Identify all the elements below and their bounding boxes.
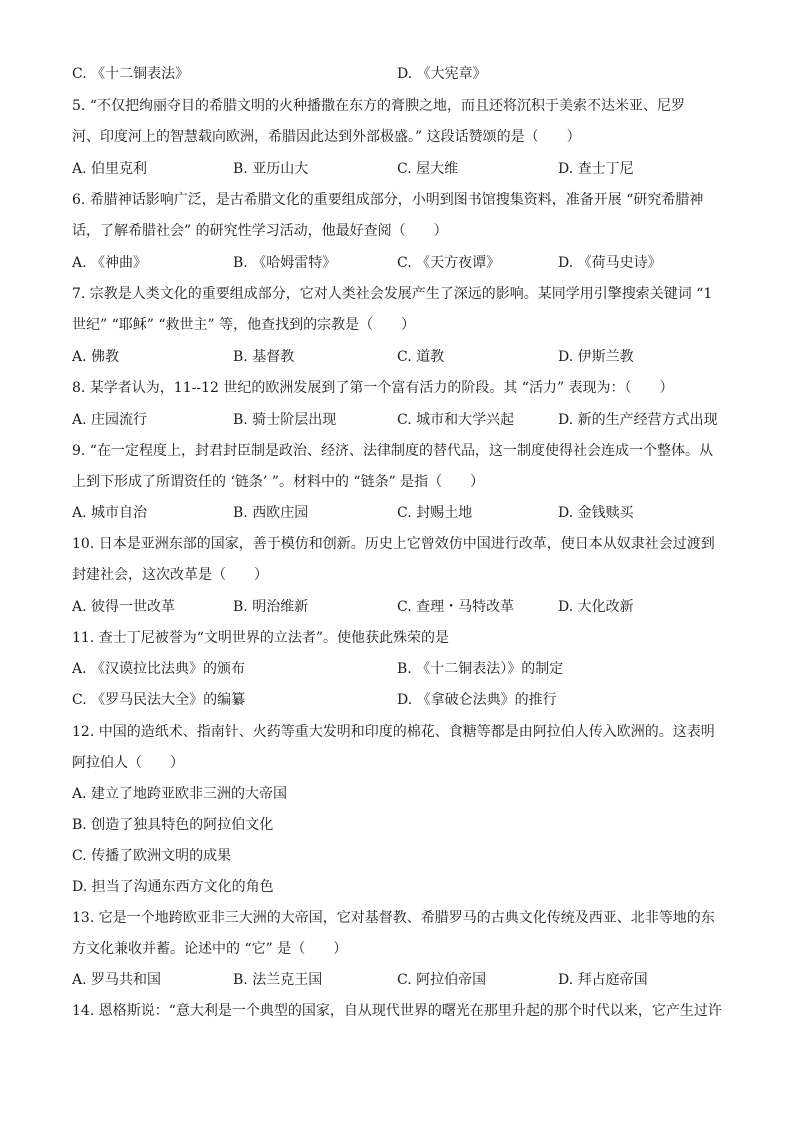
q5-option-d[interactable]: D. 查士丁尼 [558,161,634,177]
q12-option-d[interactable]: D. 担当了沟通东西方文化的角色 [72,879,274,895]
q9-stem-line1: 9. “在一定程度上，封君封臣制是政治、经济、法律制度的替代品，这一制度使得社会连成一个整体。从 [72,443,713,459]
q5-option-a[interactable]: A. 伯里克利 [72,161,148,177]
q14-stem-line1: 14. 恩格斯说：“意大利是一个典型的国家，自从现代世界的曙光在那里升起的那个时代以来，它产生过许 [72,1003,722,1019]
q12-stem-line2: 阿拉伯人（ ） [72,755,184,771]
q13-option-c[interactable]: C. 阿拉伯帝国 [397,972,487,988]
q10-option-c[interactable]: C. 查理・马特改革 [397,599,515,615]
q6-option-b[interactable]: B. 《哈姆雷特》 [233,255,337,271]
q10-options [72,597,724,617]
q13-option-d[interactable]: D. 拜占庭帝国 [558,972,648,988]
q10-option-d[interactable]: D. 大化改新 [558,599,634,615]
q7-stem-line1: 7. 宗教是人类文化的重要组成部分，它对人类社会发展产生了深远的影响。某同学用引擎搜索关键词 “1 [72,286,713,302]
q10-option-a[interactable]: A. 彼得一世改革 [72,599,176,615]
q10-option-b[interactable]: B. 明治维新 [233,599,309,615]
q11-option-a[interactable]: A. 《汉谟拉比法典》的颁布 [72,661,246,677]
q12-stem-line1: 12. 中国的造纸术、指南针、火药等重大发明和印度的棉花、食糖等都是由阿拉伯人传入欧洲的。这表明 [72,724,715,740]
q11-option-d[interactable]: D. 《拿破仑法典》的推行 [397,692,557,708]
q8-option-a[interactable]: A. 庄园流行 [72,412,148,428]
q11-options-row1 [72,659,724,679]
q13-options [72,970,724,990]
q6-option-d[interactable]: D. 《荷马史诗》 [558,255,662,271]
q9-stem-line2: 上到下形成了所谓资任的 ‘链条’ ”。材料中的 “链条” 是指（ ） [72,474,485,490]
q7-option-d[interactable]: D. 伊斯兰教 [558,349,634,365]
q5-stem-line1: 5. “不仅把绚丽夺目的希腊文明的火种播撒在东方的膏腴之地，而且还将沉积于美索不达米亚、尼罗 [72,98,685,114]
q9-option-a[interactable]: A. 城市自治 [72,505,148,521]
q6-option-a[interactable]: A. 《神曲》 [72,255,148,271]
q11-option-c[interactable]: C. 《罗马民法大全》的编纂 [72,692,246,708]
q7-stem-line2: 世纪” “耶稣” “救世主” 等，他查找到的宗教是（ ） [72,317,416,333]
q7-option-a[interactable]: A. 佛教 [72,349,120,365]
q11-option-b[interactable]: B. 《十二铜表法）》的制定 [397,661,564,677]
q7-option-b[interactable]: B. 基督教 [233,349,295,365]
q7-option-c[interactable]: C. 道教 [397,349,445,365]
q5-option-c[interactable]: C. 屋大维 [397,161,459,177]
q9-option-b[interactable]: B. 西欧庄园 [233,505,309,521]
q12-option-b[interactable]: B. 创造了独具特色的阿拉伯文化 [72,817,274,833]
q10-stem-line2: 封建社会，这次改革是（ ） [72,567,268,583]
q6-stem-line2: 话，了解希腊社会” 的研究性学习活动，他最好查阅（ ） [72,223,448,239]
q13-stem-line1: 13. 它是一个地跨欧亚非三大洲的大帝国，它对基督教、希腊罗马的古典文化传统及西亚、北非等地的东 [72,910,715,926]
q5-option-b[interactable]: B. 亚历山大 [233,161,309,177]
q9-option-d[interactable]: D. 金钱赎买 [558,505,634,521]
q4-option-d: D. 《大宪章》 [397,66,487,82]
q8-option-c[interactable]: C. 城市和大学兴起 [397,412,515,428]
q4-option-c: C. 《十二铜表法》 [72,66,190,82]
q9-options [72,503,724,523]
q11-stem-line1: 11. 查士丁尼被誉为“文明世界的立法者”。使他获此殊荣的是 [72,630,450,646]
q8-option-d[interactable]: D. 新的生产经营方式出现 [558,412,718,428]
q9-option-c[interactable]: C. 封赐土地 [397,505,473,521]
q13-option-b[interactable]: B. 法兰克王国 [233,972,323,988]
q8-options [72,410,724,430]
q5-options [72,159,724,179]
q5-stem-line2: 河、印度河上的智慧载向欧洲，希腊因此达到外部极盛。” 这段话赞颂的是（ ） [72,129,581,145]
q6-option-c[interactable]: C. 《天方夜谭》 [397,255,501,271]
q8-option-b[interactable]: B. 骑士阶层出现 [233,412,337,428]
q8-stem-line1: 8. 某学者认为，11--12 世纪的欧洲发展到了第一个富有活力的阶段。其 “活力” 表现为：（ ） [72,380,674,396]
q13-option-a[interactable]: A. 罗马共和国 [72,972,162,988]
q4-options [72,64,724,84]
q7-options [72,347,724,367]
q12-option-a[interactable]: A. 建立了地跨亚欧非三洲的大帝国 [72,786,288,802]
q11-options-row2 [72,690,724,710]
q6-options [72,253,724,273]
q10-stem-line1: 10. 日本是亚洲东部的国家，善于模仿和创新。历史上它曾效仿中国进行改革，使日本从奴隶社会过渡到 [72,536,715,552]
q13-stem-line2: 方文化兼收并蓄。论述中的 “它” 是（ ） [72,941,348,957]
q12-option-c[interactable]: C. 传播了欧洲文明的成果 [72,848,232,864]
q6-stem-line1: 6. 希腊神话影响广泛，是古希腊文化的重要组成部分，小明到图书馆搜集资料，准备开展 “研究希腊神 [72,192,704,208]
